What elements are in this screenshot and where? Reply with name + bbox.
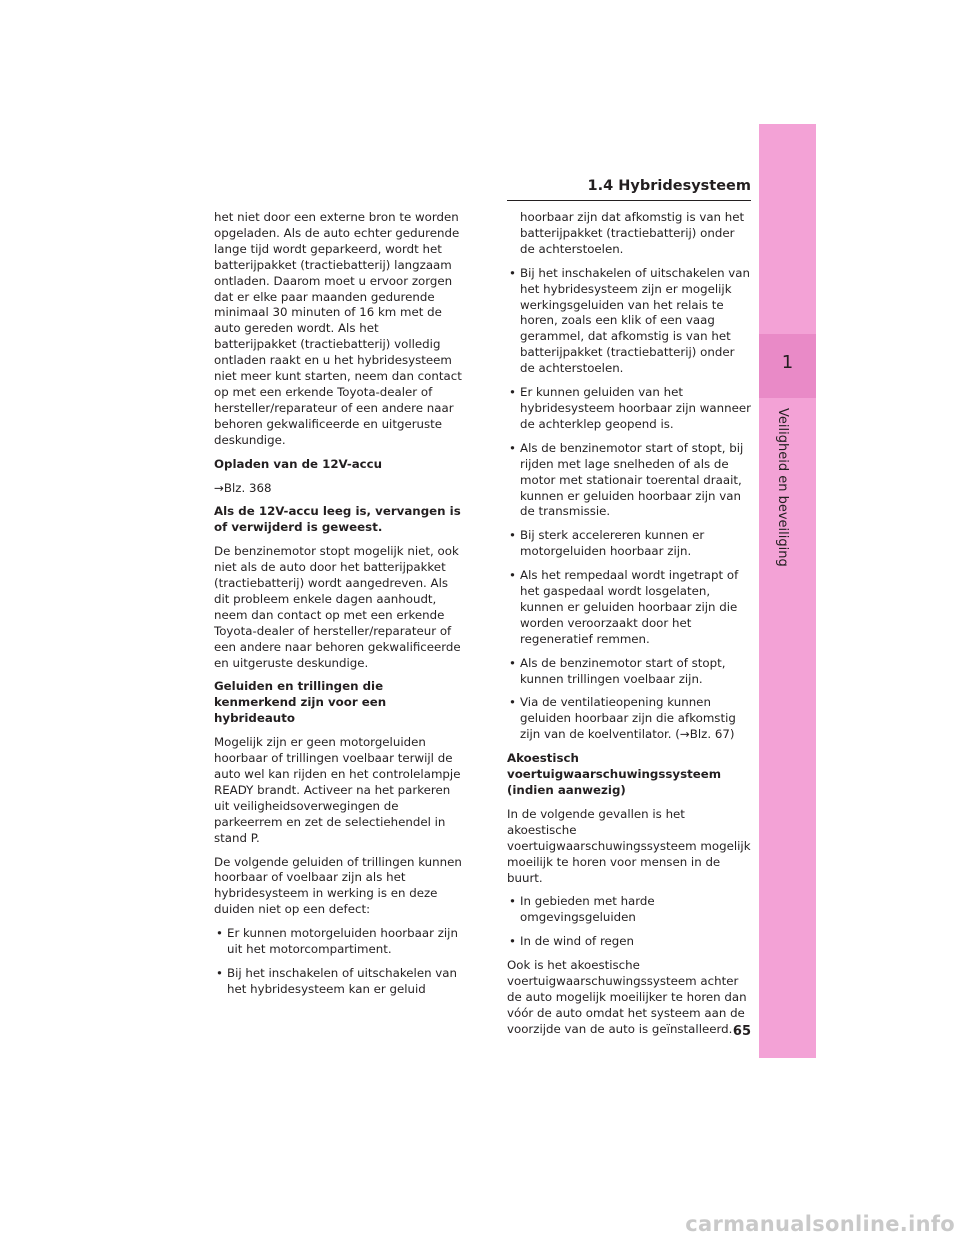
page-reference: →Blz. 368: [214, 480, 272, 495]
bullet-item: • Er kunnen geluiden van het hybridesysteem hoorbaar zijn wanneer de achterklep geopend is.: [507, 385, 751, 433]
paragraph: Mogelijk zijn er geen motorgeluiden hoorbaar of trillingen voelbaar terwijl de auto wel kan rijden en het controlelampje READY brandt. Activeer na het parkeren uit veiligheidsoverwegingen de parkeerrem en zet de selectiehendel in stand P.: [214, 735, 461, 845]
paragraph: Ook is het akoestische voertuigwaarschuwingssysteem achter de auto mogelijk moeilijker te horen dan vóór de auto omdat het systeem aan de voorzijde van de auto is geïnstalleerd.: [507, 958, 747, 1036]
bullet-item: • Bij het inschakelen of uitschakelen van het hybridesysteem kan er geluid: [214, 966, 462, 998]
bullet-item: • In gebieden met harde omgevingsgeluiden: [507, 894, 751, 926]
bullet-item: • Als de benzinemotor start of stopt, bij rijden met lage snelheden of als de motor met stationair toerental draait, kunnen er geluiden hoorbaar zijn van de transmissie.: [507, 441, 751, 521]
section-header: 1.4 Hybridesysteem: [587, 178, 751, 194]
bullet-item: • Als het rempedaal wordt ingetrapt of het gaspedaal wordt losgelaten, kunnen er geluiden hoorbaar zijn die worden veroorzaakt door het regeneratief remmen.: [507, 568, 751, 648]
subheading: Als de 12V-accu leeg is, vervangen is of verwijderd is geweest.: [214, 504, 461, 535]
bullet-item: • Als de benzinemotor start of stopt, kunnen trillingen voelbaar zijn.: [507, 656, 751, 688]
bullet-item: • Via de ventilatieopening kunnen geluiden hoorbaar zijn die afkomstig zijn van de koelventilator. (→Blz. 67): [507, 695, 751, 743]
paragraph: De volgende geluiden of trillingen kunnen hoorbaar of voelbaar zijn als het hybridesysteem in werking is en deze duiden niet op een defect:: [214, 854, 462, 917]
chapter-side-tab: [759, 124, 816, 1058]
subheading: Opladen van de 12V-accu: [214, 456, 383, 471]
page-number: 65: [732, 1024, 751, 1039]
paragraph: In de volgende gevallen is het akoestische voertuigwaarschuwingssysteem mogelijk moeilijk te horen voor mensen in de buurt.: [507, 806, 751, 885]
chapter-label: Veiligheid en beveiliging: [775, 408, 790, 567]
subheading: Geluiden en trillingen die kenmerkend zijn voor een hybrideauto: [214, 679, 387, 726]
right-column: [507, 210, 751, 1046]
watermark: carmanualsonline.info: [685, 1212, 955, 1236]
subheading: Akoestisch voertuigwaarschuwingssysteem (indien aanwezig): [507, 751, 722, 797]
chapter-number: 1: [781, 352, 794, 373]
paragraph: het niet door een externe bron te worden opgeladen. Als de auto echter gedurende lange tijd wordt geparkeerd, wordt het batterijpakket (tractiebatterij) langzaam ontladen. Daarom moet u ervoor zorgen dat er elke paar maanden gedurende minimaal 30 minuten of 16 km met de auto gereden wordt. Als het batterijpakket (tractiebatterij) volledig ontladen raakt en u het hybridesysteem niet meer kunt starten, neem dan contact op met een erkende Toyota-dealer of hersteller/reparateur of een andere naar behoren gekwalificeerde en uitgeruste deskundige.: [214, 210, 462, 447]
header-divider: [507, 200, 751, 201]
bullet-item: • Er kunnen motorgeluiden hoorbaar zijn uit het motorcompartiment.: [214, 926, 462, 958]
bullet-item: • Bij sterk accelereren kunnen er motorgeluiden hoorbaar zijn.: [507, 528, 751, 560]
bullet-item: • In de wind of regen: [507, 934, 751, 950]
bullet-continuation: hoorbaar zijn dat afkomstig is van het batterijpakket (tractiebatterij) onder de achterstoelen.: [520, 210, 745, 256]
left-column: [214, 210, 462, 1006]
paragraph: De benzinemotor stopt mogelijk niet, ook niet als de auto door het batterijpakket (tractiebatterij) wordt aangedreven. Als dit probleem enkele dagen aanhoudt, neem dan contact op met een erkende Toyota-dealer of hersteller/reparateur of een andere naar behoren gekwalificeerde en uitgeruste deskundige.: [214, 544, 461, 670]
bullet-item: • Bij het inschakelen of uitschakelen van het hybridesysteem zijn er mogelijk werkingsgeluiden van het relais te horen, zoals een klik of een vaag gerammel, dat afkomstig is van het batterijpakket (tractiebatterij) onder de achterstoelen.: [507, 266, 751, 377]
